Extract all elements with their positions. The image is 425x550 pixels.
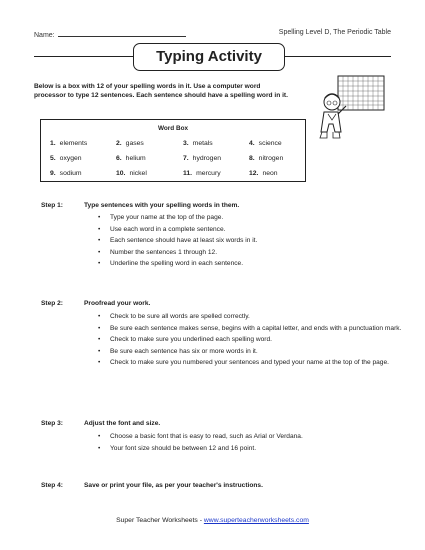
list-item: • Check to make sure you underlined each spelling word. [110,336,410,344]
word-item: 7. hydrogen [183,155,222,162]
list-item: • Choose a basic font that is easy to read, such as Arial or Verdana. [110,433,410,441]
list-item: • Your font size should be between 12 and 16 point. [110,445,410,453]
step-3-bullets [84,433,410,456]
list-item: • Type your name at the top of the page. [110,214,410,222]
student-at-periodic-table-icon [318,72,390,142]
list-item: • Be sure each sentence makes sense, begins with a capital letter, and ends with a punctuation mark. [110,325,410,333]
footer [0,517,425,524]
word-item: 10. nickel [116,170,147,177]
list-item: • Be sure each sentence has six or more words in it. [110,348,410,356]
step-4-heading: Save or print your file, as per your teacher's instructions. [84,482,263,489]
word-item: 3. metals [183,140,213,147]
list-item: • Check to make sure you numbered your sentences and typed your name at the top of the page. [110,359,410,367]
name-field [34,29,186,39]
worksheet-info: Spelling Level D, The Periodic Table [278,29,391,36]
word-item: 8. nitrogen [249,155,284,162]
word-item: 9. sodium [50,170,82,177]
step-4-label: Step 4: [41,482,63,489]
step-1-bullets [84,214,410,272]
page-title: Typing Activity [133,43,285,71]
list-item: • Number the sentences 1 through 12. [110,249,410,257]
word-item: 4. science [249,140,282,147]
word-item: 6. helium [116,155,146,162]
footer-separator: - [197,517,204,524]
name-blank-line [58,29,186,37]
step-3-heading: Adjust the font and size. [84,420,161,427]
word-item: 2. gases [116,140,144,147]
list-item: • Check to be sure all words are spelled correctly. [110,313,410,321]
step-2-label: Step 2: [41,300,63,307]
footer-link[interactable]: www.superteacherworksheets.com [203,517,309,524]
step-2-heading: Proofread your work. [84,300,151,307]
word-item: 11. mercury [183,170,221,177]
list-item: • Use each word in a complete sentence. [110,226,410,234]
footer-brand: Super Teacher Worksheets [116,517,198,524]
list-item: • Underline the spelling word in each sentence. [110,260,410,268]
word-box [40,119,306,182]
word-item: 12. neon [249,170,278,177]
step-3-label: Step 3: [41,420,63,427]
step-1-label: Step 1: [41,202,63,209]
word-item: 1. elements [50,140,88,147]
name-label: Name: [34,32,55,39]
word-item: 5. oxygen [50,155,82,162]
step-2-bullets [84,313,410,371]
word-box-title: Word Box [157,125,189,132]
list-item: • Each sentence should have at least six words in it. [110,237,410,245]
step-1-heading: Type sentences with your spelling words in them. [84,202,240,209]
intro-text: Below is a box with 12 of your spelling words in it. Use a computer word processor to type 12 sentences. Each sentence should have a spelling word in it. [34,83,288,99]
